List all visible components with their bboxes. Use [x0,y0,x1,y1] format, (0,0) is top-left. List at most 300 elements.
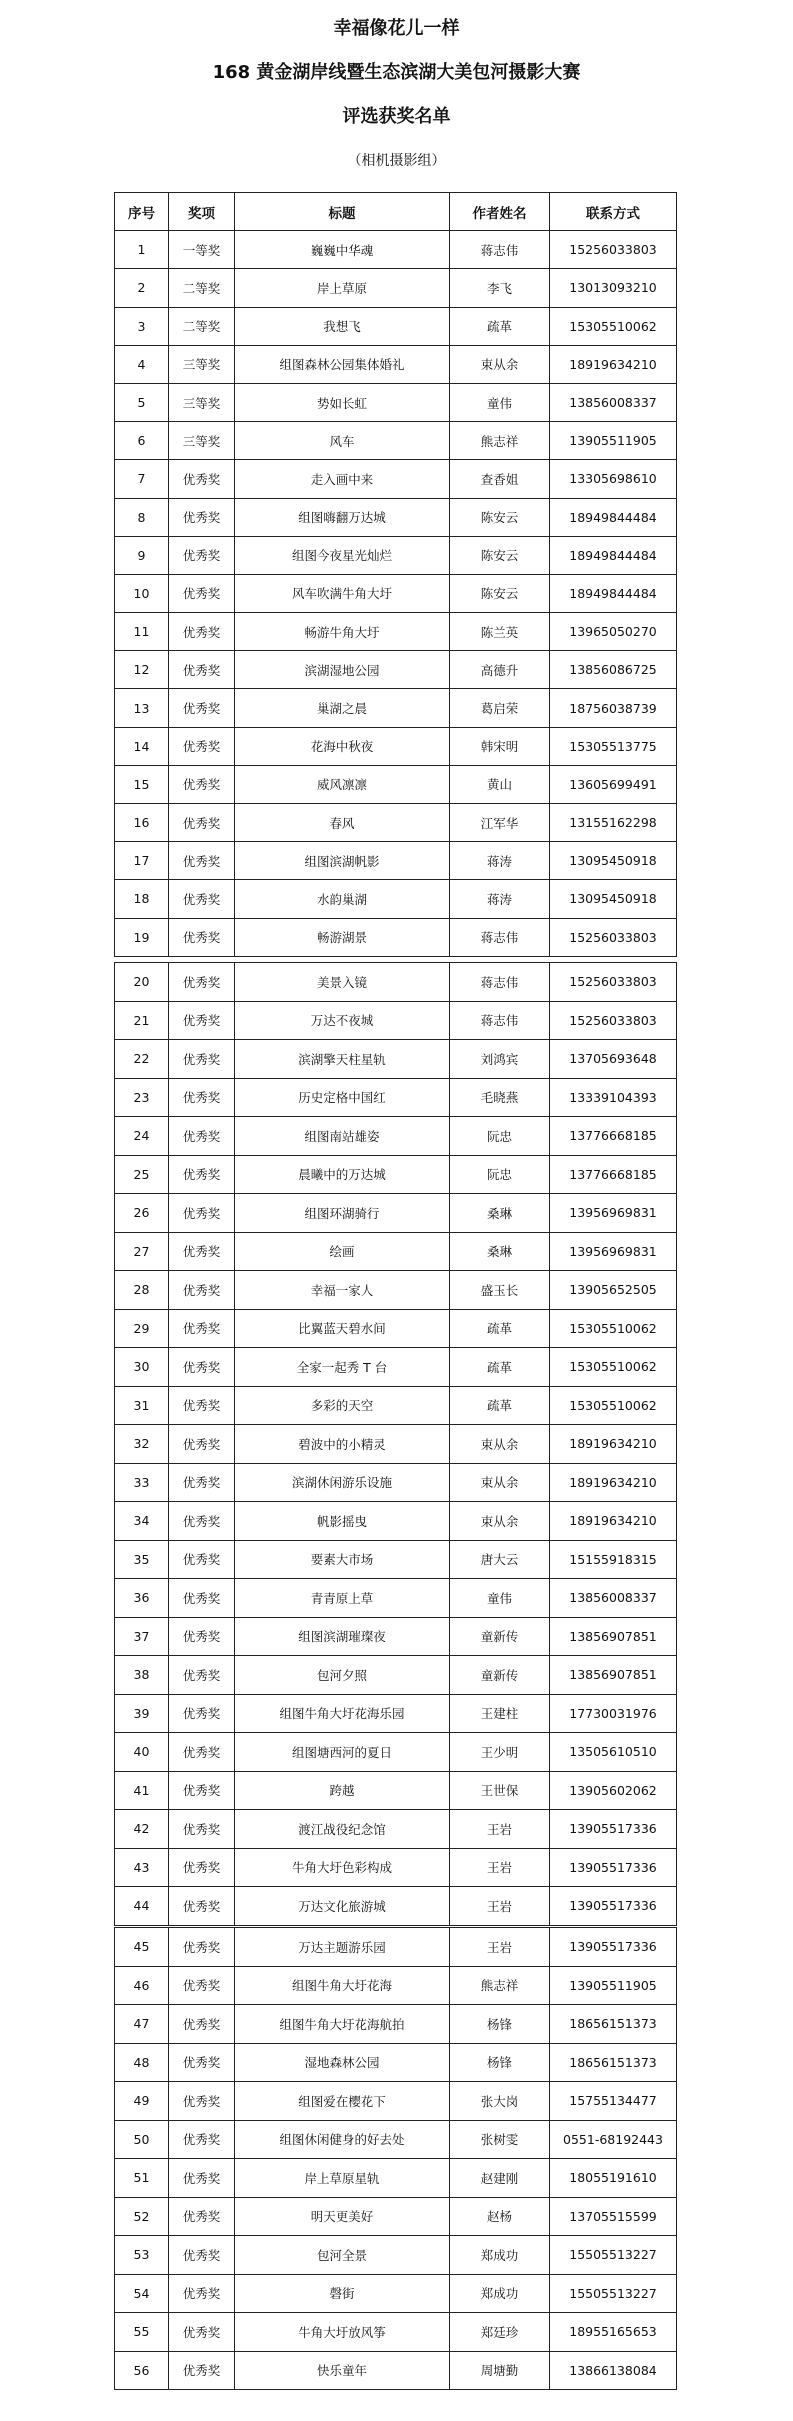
cell-contact: 18656151373 [550,2043,677,2082]
cell-contact: 13856907851 [550,1656,677,1695]
cell-title: 走入画中来 [235,460,450,498]
cell-number: 37 [115,1617,169,1656]
cell-number: 43 [115,1848,169,1887]
cell-award: 优秀奖 [169,2351,235,2390]
cell-number: 7 [115,460,169,498]
cell-award: 优秀奖 [169,460,235,498]
cell-award: 优秀奖 [169,1928,235,1967]
cell-award: 三等奖 [169,422,235,460]
cell-author: 刘鸿宾 [450,1040,550,1079]
cell-number: 17 [115,842,169,880]
cell-author: 郑成功 [450,2236,550,2275]
cell-title: 组图牛角大圩花海 [235,1966,450,2005]
results-table-page-1 [114,192,677,957]
table-row [115,1463,677,1502]
cell-award: 优秀奖 [169,1078,235,1117]
cell-award: 优秀奖 [169,880,235,918]
cell-award: 优秀奖 [169,1232,235,1271]
cell-contact: 13856008337 [550,383,677,421]
cell-contact: 13339104393 [550,1078,677,1117]
cell-title: 万达文化旅游城 [235,1887,450,1926]
cell-title: 湿地森林公园 [235,2043,450,2082]
cell-title: 组图爱在樱花下 [235,2082,450,2121]
cell-number: 53 [115,2236,169,2275]
cell-title: 晨曦中的万达城 [235,1155,450,1194]
cell-contact: 13956969831 [550,1194,677,1233]
table-row [115,1386,677,1425]
cell-title: 比翼蓝天碧水间 [235,1309,450,1348]
cell-contact: 18949844484 [550,574,677,612]
cell-title: 多彩的天空 [235,1386,450,1425]
table-row [115,689,677,727]
cell-title: 帆影摇曳 [235,1502,450,1541]
cell-contact: 13905517336 [550,1928,677,1967]
cell-contact: 18055191610 [550,2159,677,2198]
cell-author: 阮忠 [450,1117,550,1156]
cell-title: 滨湖休闲游乐设施 [235,1463,450,1502]
cell-author: 杨锋 [450,2005,550,2044]
cell-number: 40 [115,1733,169,1772]
cell-author: 熊志祥 [450,1966,550,2005]
cell-author: 阮忠 [450,1155,550,1194]
table-row [115,1540,677,1579]
cell-number: 27 [115,1232,169,1271]
cell-author: 陈安云 [450,498,550,536]
table-row [115,2159,677,2198]
cell-author: 王岩 [450,1848,550,1887]
cell-award: 优秀奖 [169,1887,235,1926]
cell-contact: 13605699491 [550,765,677,803]
table-row [115,1656,677,1695]
cell-contact: 0551-68192443 [550,2120,677,2159]
cell-contact: 18919634210 [550,1502,677,1541]
cell-number: 47 [115,2005,169,2044]
cell-contact: 13866138084 [550,2351,677,2390]
cell-title: 组图滨湖璀璨夜 [235,1617,450,1656]
cell-number: 32 [115,1425,169,1464]
cell-award: 优秀奖 [169,1656,235,1695]
cell-author: 高德升 [450,651,550,689]
cell-contact: 13956969831 [550,1232,677,1271]
cell-number: 25 [115,1155,169,1194]
cell-author: 张大岗 [450,2082,550,2121]
cell-author: 郑廷珍 [450,2313,550,2352]
table-row [115,1502,677,1541]
cell-number: 23 [115,1078,169,1117]
cell-number: 50 [115,2120,169,2159]
cell-award: 优秀奖 [169,1425,235,1464]
cell-title: 花海中秋夜 [235,727,450,765]
cell-author: 葛启荣 [450,689,550,727]
cell-title: 巢湖之晨 [235,689,450,727]
results-table-page-2 [114,962,677,1926]
cell-contact: 15505513227 [550,2236,677,2275]
cell-award: 优秀奖 [169,2313,235,2352]
table-row [115,1966,677,2005]
results-table-page-3 [114,1927,677,2390]
cell-title: 组图环湖骑行 [235,1194,450,1233]
table-row [115,1617,677,1656]
cell-contact: 13705693648 [550,1040,677,1079]
cell-contact: 13705515599 [550,2197,677,2236]
cell-contact: 13856907851 [550,1617,677,1656]
cell-author: 熊志祥 [450,422,550,460]
cell-title: 组图今夜星光灿烂 [235,536,450,574]
cell-title: 包河全景 [235,2236,450,2275]
cell-contact: 13905652505 [550,1271,677,1310]
cell-number: 36 [115,1579,169,1618]
table-row [115,1155,677,1194]
cell-title: 渡江战役纪念馆 [235,1810,450,1849]
cell-contact: 15755134477 [550,2082,677,2121]
cell-title: 组图休闲健身的好去处 [235,2120,450,2159]
cell-title: 美景入镜 [235,963,450,1002]
cell-award: 优秀奖 [169,1463,235,1502]
table-row [115,1887,677,1926]
cell-author: 疏革 [450,1348,550,1387]
cell-contact: 13505610510 [550,1733,677,1772]
cell-number: 31 [115,1386,169,1425]
cell-title: 跨越 [235,1771,450,1810]
cell-number: 55 [115,2313,169,2352]
cell-author: 王建柱 [450,1694,550,1733]
cell-author: 盛玉长 [450,1271,550,1310]
cell-author: 王岩 [450,1928,550,1967]
table-row [115,765,677,803]
cell-title: 组图牛角大圩花海航拍 [235,2005,450,2044]
cell-title: 我想飞 [235,307,450,345]
cell-author: 童新传 [450,1617,550,1656]
table-row [115,269,677,307]
cell-contact: 13965050270 [550,613,677,651]
table-row [115,1810,677,1849]
cell-contact: 15505513227 [550,2274,677,2313]
table-row [115,1001,677,1040]
cell-title: 春风 [235,804,450,842]
table-row [115,498,677,536]
cell-award: 优秀奖 [169,2043,235,2082]
cell-contact: 13013093210 [550,269,677,307]
cell-contact: 13905517336 [550,1887,677,1926]
cell-contact: 13305698610 [550,460,677,498]
cell-contact: 13095450918 [550,842,677,880]
table-row [115,574,677,612]
cell-award: 优秀奖 [169,536,235,574]
cell-contact: 13905517336 [550,1810,677,1849]
cell-award: 优秀奖 [169,498,235,536]
cell-number: 12 [115,651,169,689]
cell-number: 5 [115,383,169,421]
cell-number: 3 [115,307,169,345]
cell-award: 优秀奖 [169,1966,235,2005]
table-row [115,2274,677,2313]
table-row [115,1348,677,1387]
cell-award: 优秀奖 [169,1579,235,1618]
cell-award: 优秀奖 [169,1617,235,1656]
cell-contact: 18756038739 [550,689,677,727]
table-row [115,2082,677,2121]
cell-number: 33 [115,1463,169,1502]
cell-award: 优秀奖 [169,2005,235,2044]
cell-award: 优秀奖 [169,2082,235,2121]
cell-author: 桑琳 [450,1232,550,1271]
cell-contact: 15305510062 [550,1309,677,1348]
cell-author: 赵杨 [450,2197,550,2236]
cell-number: 54 [115,2274,169,2313]
cell-contact: 15256033803 [550,231,677,269]
cell-number: 48 [115,2043,169,2082]
cell-title: 畅游牛角大圩 [235,613,450,651]
cell-award: 优秀奖 [169,1540,235,1579]
cell-award: 优秀奖 [169,1194,235,1233]
cell-author: 蒋志伟 [450,918,550,956]
cell-number: 56 [115,2351,169,2390]
table-row [115,307,677,345]
cell-title: 风车吹满牛角大圩 [235,574,450,612]
cell-author: 李飞 [450,269,550,307]
cell-contact: 13905511905 [550,1966,677,2005]
cell-title: 组图牛角大圩花海乐园 [235,1694,450,1733]
cell-contact: 17730031976 [550,1694,677,1733]
cell-title: 万达不夜城 [235,1001,450,1040]
cell-number: 19 [115,918,169,956]
cell-award: 优秀奖 [169,2159,235,2198]
cell-contact: 13905517336 [550,1848,677,1887]
cell-title: 青青原上草 [235,1579,450,1618]
cell-title: 组图嗨翻万达城 [235,498,450,536]
cell-title: 岸上草原星轨 [235,2159,450,2198]
header-award: 奖项 [169,193,235,231]
cell-title: 畅游湖景 [235,918,450,956]
table-row [115,2043,677,2082]
cell-author: 疏革 [450,307,550,345]
cell-number: 49 [115,2082,169,2121]
cell-number: 35 [115,1540,169,1579]
cell-award: 三等奖 [169,345,235,383]
cell-award: 优秀奖 [169,765,235,803]
cell-title: 势如长虹 [235,383,450,421]
table-row [115,1848,677,1887]
cell-award: 优秀奖 [169,1848,235,1887]
cell-author: 疏革 [450,1309,550,1348]
cell-contact: 13095450918 [550,880,677,918]
cell-author: 桑琳 [450,1194,550,1233]
cell-title: 风车 [235,422,450,460]
cell-number: 41 [115,1771,169,1810]
cell-number: 13 [115,689,169,727]
table-row [115,918,677,956]
cell-number: 6 [115,422,169,460]
cell-title: 绘画 [235,1232,450,1271]
cell-title: 组图森林公园集体婚礼 [235,345,450,383]
cell-author: 毛晓燕 [450,1078,550,1117]
cell-author: 陈安云 [450,574,550,612]
cell-number: 28 [115,1271,169,1310]
cell-title: 水韵巢湖 [235,880,450,918]
cell-title: 牛角大圩色彩构成 [235,1848,450,1887]
table-row [115,2313,677,2352]
cell-award: 优秀奖 [169,1001,235,1040]
cell-number: 20 [115,963,169,1002]
cell-award: 优秀奖 [169,1309,235,1348]
table-row [115,1117,677,1156]
cell-title: 快乐童年 [235,2351,450,2390]
table-row [115,2197,677,2236]
cell-contact: 18919634210 [550,1425,677,1464]
table-header-row [115,193,677,231]
cell-title: 碧波中的小精灵 [235,1425,450,1464]
cell-contact: 15305510062 [550,1386,677,1425]
table-row [115,460,677,498]
cell-author: 疏革 [450,1386,550,1425]
table-row [115,1579,677,1618]
table-row [115,1694,677,1733]
cell-title: 组图滨湖帆影 [235,842,450,880]
cell-award: 优秀奖 [169,842,235,880]
cell-title: 要素大市场 [235,1540,450,1579]
cell-award: 一等奖 [169,231,235,269]
cell-author: 蒋志伟 [450,963,550,1002]
cell-number: 26 [115,1194,169,1233]
cell-author: 周塘勤 [450,2351,550,2390]
cell-author: 束从余 [450,1425,550,1464]
cell-award: 优秀奖 [169,1386,235,1425]
cell-number: 46 [115,1966,169,2005]
table-row [115,1733,677,1772]
cell-author: 王岩 [450,1887,550,1926]
cell-number: 9 [115,536,169,574]
title-line-3: 评选获奖名单 [342,106,451,127]
cell-title: 全家一起秀 T 台 [235,1348,450,1387]
header-contact: 联系方式 [550,193,677,231]
cell-number: 30 [115,1348,169,1387]
cell-award: 二等奖 [169,269,235,307]
cell-author: 童伟 [450,1579,550,1618]
cell-number: 45 [115,1928,169,1967]
cell-title: 幸福一家人 [235,1271,450,1310]
cell-contact: 15305513775 [550,727,677,765]
cell-title: 牛角大圩放风筝 [235,2313,450,2352]
table-row [115,231,677,269]
cell-contact: 13856086725 [550,651,677,689]
cell-number: 24 [115,1117,169,1156]
cell-number: 44 [115,1887,169,1926]
cell-author: 束从余 [450,1463,550,1502]
cell-author: 束从余 [450,1502,550,1541]
table-row [115,651,677,689]
title-line-2: 168 黄金湖岸线暨生态滨湖大美包河摄影大赛 [212,62,581,83]
cell-number: 1 [115,231,169,269]
cell-number: 2 [115,269,169,307]
cell-contact: 13856008337 [550,1579,677,1618]
cell-number: 4 [115,345,169,383]
cell-contact: 15305510062 [550,307,677,345]
cell-award: 优秀奖 [169,1502,235,1541]
cell-number: 11 [115,613,169,651]
title-line-1: 幸福像花儿一样 [333,18,460,39]
table-row [115,2120,677,2159]
cell-author: 陈安云 [450,536,550,574]
header-author: 作者姓名 [450,193,550,231]
cell-number: 22 [115,1040,169,1079]
table-row [115,1040,677,1079]
cell-author: 束从余 [450,345,550,383]
table-row [115,422,677,460]
cell-author: 王世保 [450,1771,550,1810]
cell-author: 蒋志伟 [450,231,550,269]
cell-number: 10 [115,574,169,612]
cell-number: 42 [115,1810,169,1849]
cell-award: 优秀奖 [169,2274,235,2313]
cell-number: 16 [115,804,169,842]
cell-award: 优秀奖 [169,689,235,727]
cell-title: 威风凛凛 [235,765,450,803]
subtitle: （相机摄影组） [347,153,446,169]
cell-contact: 13776668185 [550,1155,677,1194]
cell-contact: 13776668185 [550,1117,677,1156]
table-row [115,1309,677,1348]
cell-author: 童伟 [450,383,550,421]
cell-number: 8 [115,498,169,536]
table-row [115,804,677,842]
table-row [115,880,677,918]
cell-award: 优秀奖 [169,1155,235,1194]
cell-author: 张树雯 [450,2120,550,2159]
table-row [115,1771,677,1810]
cell-title: 巍巍中华魂 [235,231,450,269]
cell-contact: 18949844484 [550,536,677,574]
table-row [115,963,677,1002]
cell-award: 优秀奖 [169,651,235,689]
cell-award: 优秀奖 [169,918,235,956]
cell-author: 韩宋明 [450,727,550,765]
cell-title: 磬街 [235,2274,450,2313]
table-row [115,1078,677,1117]
table-row [115,383,677,421]
cell-contact: 15256033803 [550,918,677,956]
cell-title: 组图塘西河的夏日 [235,1733,450,1772]
table-row [115,727,677,765]
cell-title: 滨湖擎天柱星轨 [235,1040,450,1079]
cell-title: 包河夕照 [235,1656,450,1695]
table-row [115,1194,677,1233]
cell-author: 蒋志伟 [450,1001,550,1040]
cell-award: 优秀奖 [169,613,235,651]
table-row [115,2236,677,2275]
cell-author: 唐大云 [450,1540,550,1579]
cell-contact: 18949844484 [550,498,677,536]
cell-award: 优秀奖 [169,2236,235,2275]
cell-award: 优秀奖 [169,1733,235,1772]
cell-award: 二等奖 [169,307,235,345]
table-row [115,345,677,383]
cell-title: 滨湖湿地公园 [235,651,450,689]
cell-author: 查香姐 [450,460,550,498]
cell-award: 优秀奖 [169,2120,235,2159]
table-row [115,536,677,574]
cell-number: 34 [115,1502,169,1541]
cell-title: 历史定格中国红 [235,1078,450,1117]
cell-title: 岸上草原 [235,269,450,307]
table-row [115,2005,677,2044]
cell-contact: 18919634210 [550,1463,677,1502]
cell-author: 杨锋 [450,2043,550,2082]
cell-award: 优秀奖 [169,1810,235,1849]
table-row [115,1928,677,1967]
cell-author: 黄山 [450,765,550,803]
cell-award: 优秀奖 [169,727,235,765]
cell-award: 优秀奖 [169,1117,235,1156]
